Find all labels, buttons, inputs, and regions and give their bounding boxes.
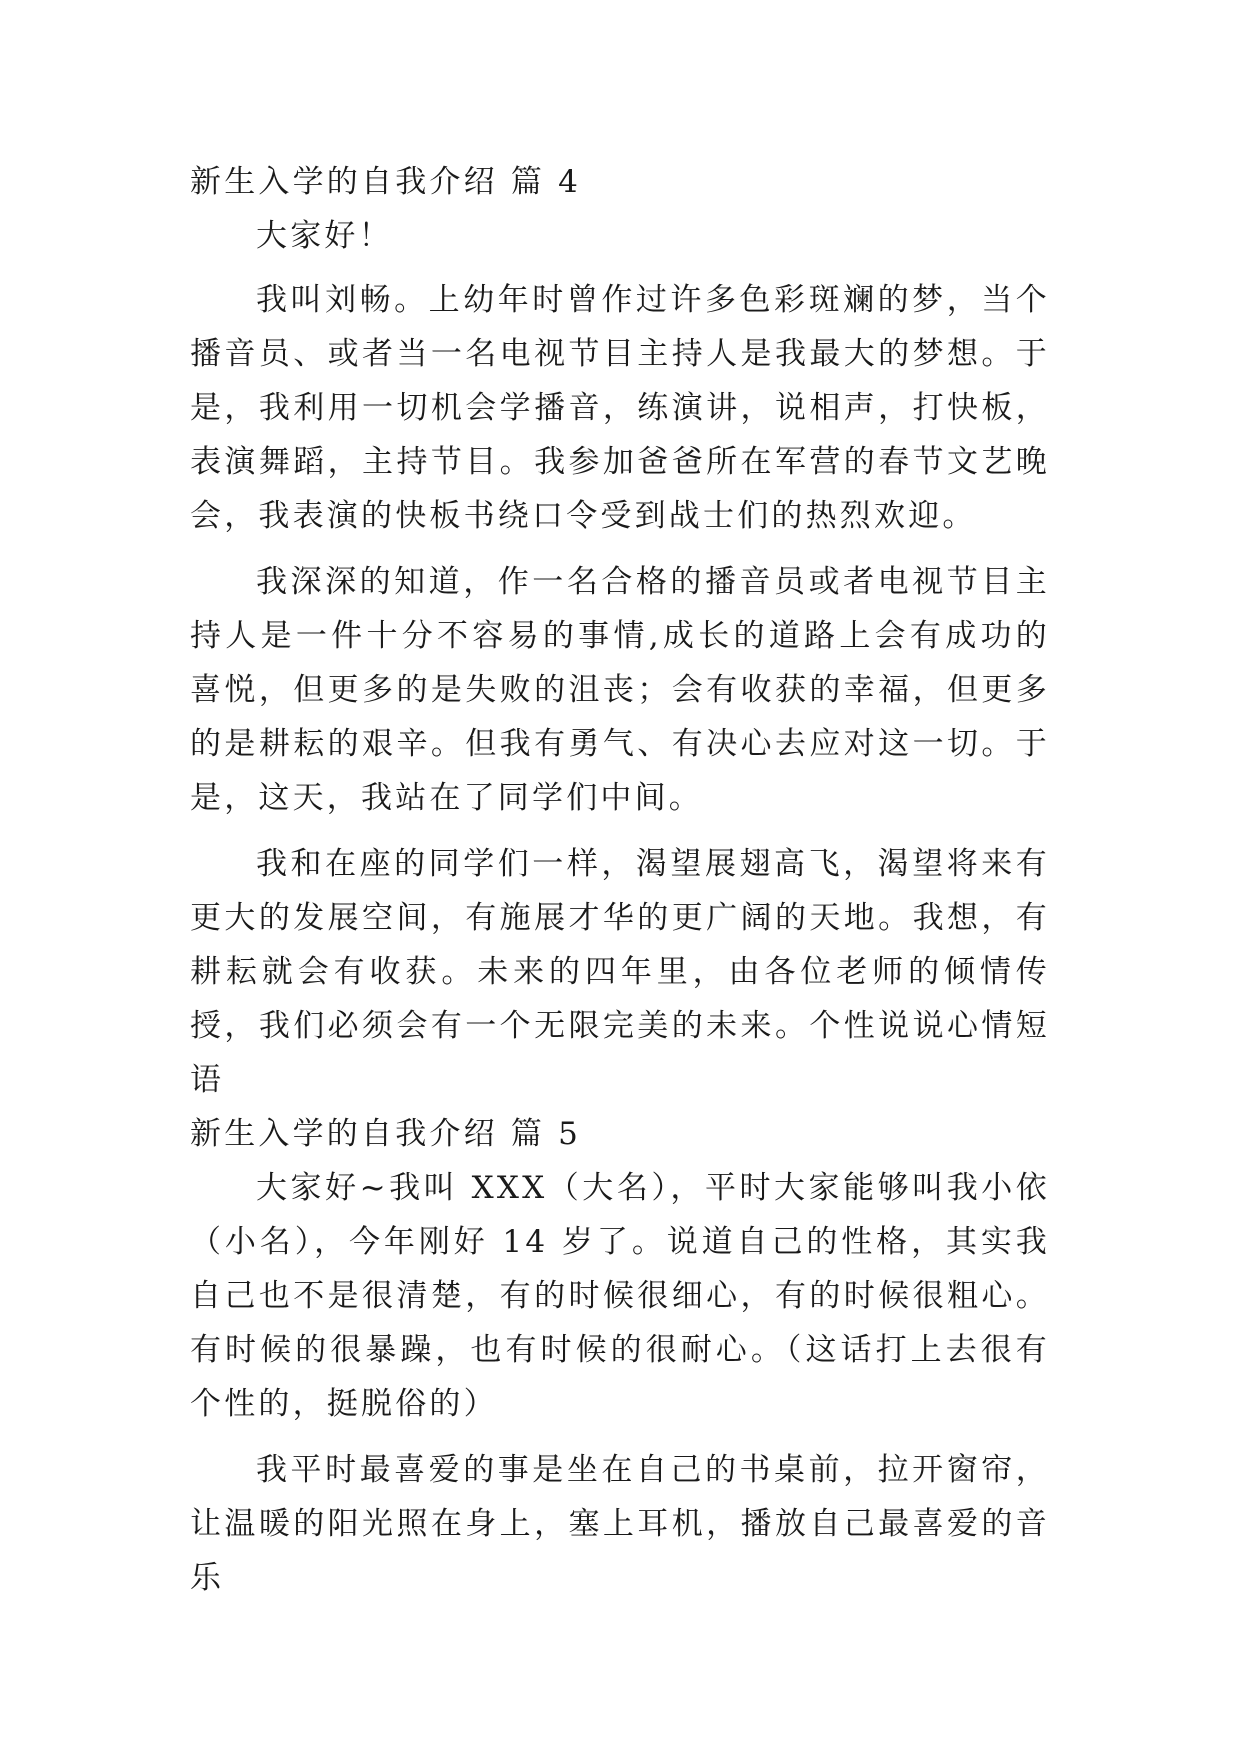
paragraph: 我和在座的同学们一样，渴望展翅高飞，渴望将来有更大的发展空间，有施展才华的更广阔的天地。我想，有耕耘就会有收获。未来的四年里，由各位老师的倾情传授，我们必须会有一个无限完美的未来。个性说说心情短语 [190, 846, 1050, 1098]
paragraph: 我平时最喜爱的事是坐在自己的书桌前，拉开窗帘，让温暖的阳光照在身上，塞上耳机，播放自己最喜爱的音乐 [190, 1452, 1050, 1596]
section-heading: 新生入学的自我介绍 篇 5 [190, 1116, 582, 1152]
paragraph: 大家好！ [256, 218, 393, 254]
paragraph: 大家好~我叫 XXX（大名），平时大家能够叫我小依（小名），今年刚好 14 岁了。说道自己的性格，其实我自己也不是很清楚，有的时候很细心，有的时候很粗心。有时候的很暴躁，也有时候的很耐心。（这话打上去很有个性的，挺脱俗的） [190, 1170, 1050, 1422]
document-body [190, 155, 1050, 1605]
paragraph: 我叫刘畅。上幼年时曾作过许多色彩斑斓的梦，当个播音员、或者当一名电视节目主持人是我最大的梦想。于是，我利用一切机会学播音，练演讲，说相声，打快板，表演舞蹈，主持节目。我参加爸爸所在军营的春节文艺晚会，我表演的快板书绕口令受到战士们的热烈欢迎。 [190, 282, 1050, 534]
paragraph: 我深深的知道，作一名合格的播音员或者电视节目主持人是一件十分不容易的事情,成长的道路上会有成功的喜悦，但更多的是失败的沮丧；会有收获的幸福，但更多的是耕耘的艰辛。但我有勇气、有决心去应对这一切。于是，这天，我站在了同学们中间。 [190, 564, 1050, 816]
section-heading: 新生入学的自我介绍 篇 4 [190, 164, 582, 200]
